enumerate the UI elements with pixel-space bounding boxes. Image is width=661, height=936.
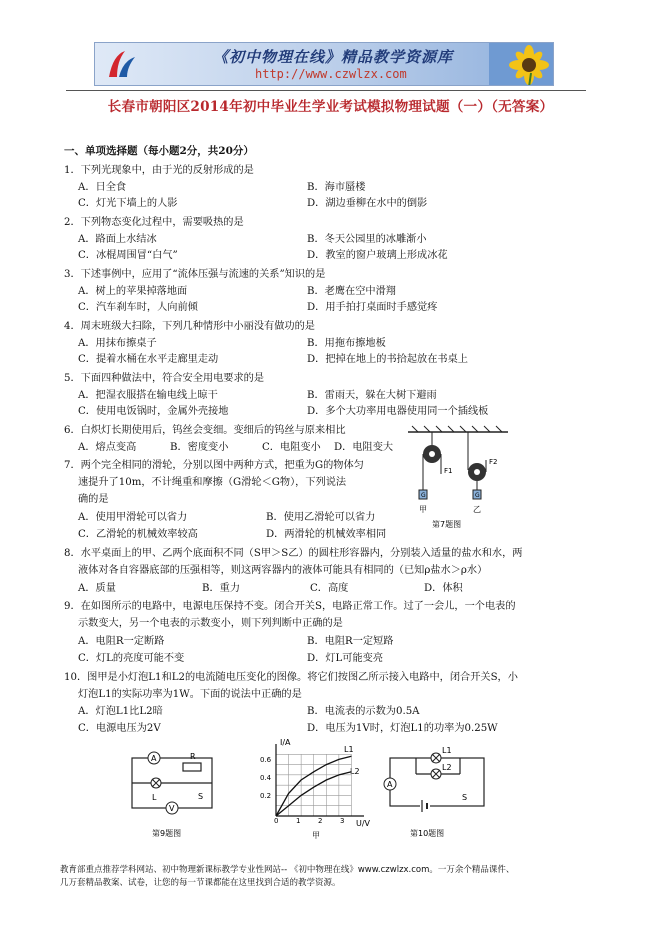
- option: A．路面上水结冰: [78, 234, 157, 245]
- option: D．教室的窗户玻璃上形成冰花: [307, 250, 448, 261]
- question-stem: 8．水平桌面上的甲、乙两个底面积不同（S甲＞S乙）的圆柱形容器内，分别装入适量的盐水和水，两: [64, 548, 523, 559]
- option: D．多个大功率用电器使用同一个插线板: [307, 406, 489, 417]
- option: C．电阻变小: [262, 442, 321, 453]
- option: C．高度: [310, 583, 349, 594]
- question-stem: 速提升了10m，不计绳重和摩擦（G滑轮＜G物），下列说法: [78, 477, 347, 488]
- question-stem: 示数变大，另一个电表的示数变小，则下列判断中正确的是: [78, 618, 343, 629]
- weight-label: G: [421, 492, 426, 499]
- question-stem: 确的是: [78, 494, 109, 505]
- option: A．灯泡L1比L2暗: [78, 706, 163, 717]
- option: D．两滑轮的机械效率相同: [266, 529, 387, 540]
- option: B．密度变小: [170, 442, 229, 453]
- y-tick: 0.6: [260, 756, 272, 764]
- page-title: 长春市朝阳区2014年初中毕业生学业考试模拟物理试题（一）（无答案）: [107, 99, 554, 115]
- y-tick: 0.4: [260, 774, 272, 782]
- question-stem: 10．图甲是小灯泡L1和L2的电流随电压变化的图像。将它们按图乙所示接入电路中，闭合开关S，小: [64, 672, 518, 683]
- question-stem: 5．下面四种做法中，符合安全用电要求的是: [64, 373, 265, 384]
- option: C．使用电饭锅时，金属外壳接地: [78, 406, 229, 417]
- option: B．冬天公园里的冰雕渐小: [307, 234, 427, 245]
- x-tick: 2: [318, 817, 323, 825]
- x-tick: 1: [296, 817, 301, 825]
- option: A．日全食: [78, 182, 127, 193]
- option: D．体积: [424, 583, 463, 594]
- footer-line: 教育部重点推荐学科网站、初中物理新课标教学专业性网站-- 《初中物理在线》www.czwlzx.com。一万余个精品课件、: [60, 865, 515, 875]
- ammeter-label: A: [151, 754, 157, 763]
- option: A．用抹布擦桌子: [78, 338, 157, 349]
- option: D．电压为1V时，灯泡L1的功率为0.25W: [307, 723, 498, 734]
- figure-sublabel: 乙: [473, 505, 481, 514]
- question-stem: 7．两个完全相同的滑轮，分别以图中两种方式，把重为G的物体匀: [64, 460, 364, 471]
- option: A．把湿衣服搭在输电线上晾干: [78, 390, 218, 401]
- figure-caption: 第7题图: [432, 520, 462, 529]
- question-stem: 9．在如图所示的电路中，电源电压保持不变。闭合开关S，电路正常工作。过了一会儿，一个电表的: [64, 601, 516, 612]
- figure-caption: 第9题图: [152, 829, 182, 838]
- iu-graph: [254, 736, 374, 840]
- option: D．湖边垂柳在水中的倒影: [307, 198, 428, 209]
- y-tick: 0.2: [260, 792, 272, 800]
- x-tick: 0: [274, 817, 279, 825]
- footer-line: 几万套精品教案、试卷，让您的每一节课都能在这里找到合适的教学资源。: [60, 878, 341, 888]
- ammeter-label: A: [387, 780, 393, 789]
- weight-label: G: [475, 492, 480, 499]
- x-axis-label: U/V: [356, 819, 371, 828]
- option: B．老鹰在空中滑翔: [307, 286, 396, 297]
- y-axis-label: I/A: [280, 738, 291, 747]
- figure-sublabel: 甲: [419, 505, 427, 514]
- option: C．冰棍周围冒“白气”: [78, 250, 178, 261]
- option: A．使用甲滑轮可以省力: [78, 512, 188, 523]
- question-stem: 4．周末班级大扫除，下列几种情形中小丽没有做功的是: [64, 321, 315, 332]
- series-label-L2: L2: [350, 767, 360, 776]
- option: B．电流表的示数为0.5A: [307, 706, 420, 717]
- circuit-figure-9: [118, 748, 228, 840]
- lamp-label: L: [152, 793, 157, 802]
- switch-label: S: [198, 792, 204, 801]
- section-heading: 一、单项选择题（每小题2分，共20分）: [64, 145, 254, 157]
- option: D．灯L可能变亮: [307, 653, 384, 664]
- banner-url[interactable]: http://www.czwlzx.com: [255, 67, 407, 81]
- option: A．熔点变高: [78, 442, 137, 453]
- option: A．质量: [78, 583, 116, 594]
- site-logo: [103, 47, 139, 83]
- lamp-label: L2: [442, 763, 452, 772]
- figure-caption: 第10题图: [410, 829, 445, 838]
- page-footer: [60, 864, 620, 890]
- header-banner: [94, 42, 554, 86]
- option: A．电阻R一定断路: [78, 636, 165, 647]
- pulley-figure: [404, 424, 510, 530]
- lamp-label: L1: [442, 746, 452, 755]
- force-label: F1: [444, 467, 453, 475]
- circuit-figure-10: [380, 742, 492, 840]
- option: C．电源电压为2V: [78, 723, 161, 734]
- option: C．提着水桶在水平走廊里走动: [78, 354, 219, 365]
- option: A．树上的苹果掉落地面: [78, 286, 188, 297]
- option: D．把掉在地上的书拾起放在书桌上: [307, 354, 468, 365]
- option: C．乙滑轮的机械效率较高: [78, 529, 198, 540]
- option: B．用拖布擦地板: [307, 338, 386, 349]
- question-stem: 6．白炽灯长期使用后，钨丝会变细。变细后的钨丝与原来相比: [64, 425, 346, 436]
- option: C．灯L的亮度可能不变: [78, 653, 185, 664]
- graph-caption: 甲: [312, 831, 320, 840]
- switch-label: S: [462, 793, 468, 802]
- header-rule: [66, 90, 586, 91]
- option: B．海市蜃楼: [307, 182, 366, 193]
- series-label-L1: L1: [344, 745, 354, 754]
- banner-title: 《初中物理在线》精品教学资源库: [213, 48, 454, 66]
- option: B．电阻R一定短路: [307, 636, 394, 647]
- option: D．用手拍打桌面时手感觉疼: [307, 302, 438, 313]
- question-stem: 2．下列物态变化过程中，需要吸热的是: [64, 217, 244, 228]
- sunflower-icon: [489, 43, 553, 86]
- question-stem: 3．下述事例中，应用了“流体压强与流速的关系”知识的是: [64, 269, 326, 280]
- option: C．汽车刹车时，人向前倾: [78, 302, 198, 313]
- option: B．雷雨天，躲在大树下避雨: [307, 390, 437, 401]
- voltmeter-label: V: [169, 804, 175, 813]
- question-stem: 灯泡L1的实际功率为1W。下面的说法中正确的是: [78, 689, 302, 700]
- option: D．电阻变大: [334, 442, 394, 453]
- force-label: F2: [489, 458, 498, 466]
- option: B．使用乙滑轮可以省力: [266, 512, 376, 523]
- x-tick: 3: [340, 817, 345, 825]
- question-stem: 1．下列光现象中，由于光的反射形成的是: [64, 165, 254, 176]
- resistor-label: R: [190, 752, 196, 761]
- option: B．重力: [202, 583, 241, 594]
- question-stem: 液体对各自容器底部的压强相等，则这两容器内的液体可能具有相同的（已知ρ盐水＞ρ水）: [78, 565, 488, 576]
- option: C．灯光下墙上的人影: [78, 198, 178, 209]
